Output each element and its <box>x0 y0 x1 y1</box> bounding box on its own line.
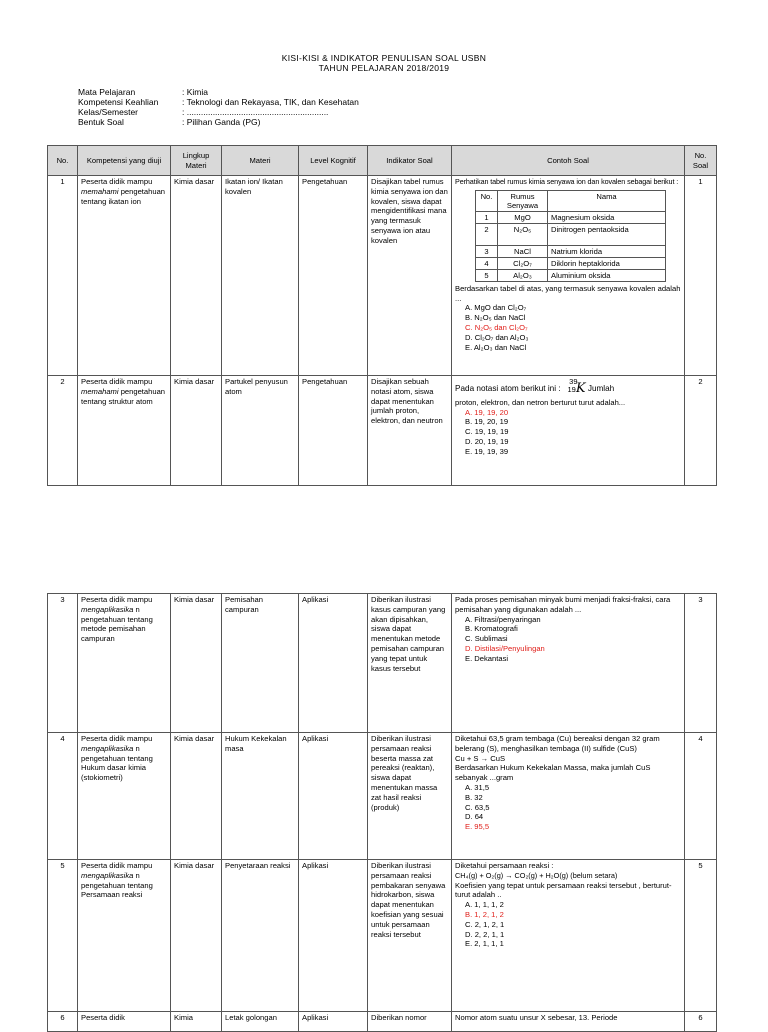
row-kompetensi <box>78 176 171 376</box>
row-level: Aplikasi <box>299 594 368 733</box>
row-indikator: Diberikan ilustrasi kasus campuran yang akan dipisahkan, siswa dapat menentukan metode pemisahan campuran yang tepat untuk kasus tersebut <box>368 594 452 733</box>
compound-cell: 5 <box>476 269 498 281</box>
answer-option: B. 32 <box>465 792 483 802</box>
meta-label: Kompetensi Keahlian <box>78 97 159 107</box>
header-materi: Materi <box>222 146 299 176</box>
document-title: KISI-KISI & INDIKATOR PENULISAN SOAL USBN <box>281 53 487 63</box>
kompetensi-text: Peserta didik mampu <box>81 177 153 186</box>
meta-row-form <box>78 117 359 127</box>
row-nosoal: 6 <box>685 1012 717 1032</box>
row-indikator: Diberikan nomor <box>368 1012 452 1032</box>
meta-label: Kelas/Semester <box>78 107 138 117</box>
question-text: Berdasarkan Hukum Kekekalan Massa, maka jumlah CuS sebanyak ...gram <box>455 763 651 783</box>
row-no: 1 <box>48 176 78 376</box>
row-lingkup: Kimia dasar <box>171 733 222 860</box>
table-row <box>48 860 717 1012</box>
row-nosoal: 4 <box>685 733 717 860</box>
kompetensi-text: n pengetahuan tentang Persamaan reaksi <box>81 870 153 900</box>
header-contoh: Contoh Soal <box>452 146 685 176</box>
table-header-row <box>48 146 717 176</box>
row-contoh: Nomor atom suatu unsur X sebesar, 13. Periode <box>452 1012 685 1032</box>
header-no: No. <box>48 146 78 176</box>
answer-option: D. 2, 2, 1, 1 <box>465 929 505 939</box>
kompetensi-verb: memahami <box>81 186 119 196</box>
compound-cell: Magnesium oksida <box>548 211 666 223</box>
compound-cell: Cl₂O₇ <box>498 257 548 269</box>
row-no: 4 <box>48 733 78 860</box>
row-level: Aplikasi <box>299 1012 368 1032</box>
header-indikator: Indikator Soal <box>368 146 452 176</box>
compound-header: Rumus Senyawa <box>498 190 548 211</box>
row-indikator: Disajikan sebuah notasi atom, siswa dapat menentukan jumlah proton, elektron, dan neutron <box>368 376 452 486</box>
row-level: Pengetahuan <box>299 176 368 376</box>
row-indikator: Diberikan ilustrasi persamaan reaksi pembakaran senyawa hidrokarbon, siswa dapat menentukan koefisian yang sesuai untuk persamaan reaksi tersebut <box>368 860 452 1012</box>
row-materi: Hukum Kekekalan masa <box>222 733 299 860</box>
answer-option: A. 1, 1, 1, 2 <box>465 900 504 910</box>
compound-cell: Dinitrogen pentaoksida <box>548 223 666 245</box>
meta-row-subject <box>78 87 359 97</box>
answer-option: E. Dekantasi <box>465 653 509 663</box>
table-row <box>48 1012 717 1032</box>
compound-header: Nama <box>548 190 666 211</box>
reaction-equation: CH₄(g) + O₂(g) → CO₂(g) + H₂O(g) (belum setara) <box>455 870 618 880</box>
question-text: Pada proses pemisahan minyak bumi menjadi fraksi-fraksi, cara pemisahan yang digunakan adalah ... <box>455 595 671 614</box>
row-contoh <box>452 176 685 376</box>
row-lingkup: Kimia dasar <box>171 376 222 486</box>
header-nosoal: No. Soal <box>685 146 717 176</box>
answer-option: E. 2, 1, 1, 1 <box>465 939 504 949</box>
meta-value: : Kimia <box>182 87 208 97</box>
question-text: Koefisien yang tepat untuk persamaan reaksi tersebut , berturut-turut adalah .. <box>455 880 672 900</box>
grid-table-page-2 <box>47 593 717 1032</box>
compound-cell: Aluminium oksida <box>548 269 666 281</box>
answer-option: A. Filtrasi/penyaringan <box>465 614 541 624</box>
row-kompetensi <box>78 860 171 1012</box>
row-nosoal: 1 <box>685 176 717 376</box>
atomic-number: 19 <box>567 385 576 394</box>
meta-row-expertise <box>78 97 359 107</box>
row-contoh <box>452 733 685 860</box>
kompetensi-verb: memahami <box>81 386 119 396</box>
kompetensi-verb: mengaplikasika <box>81 604 134 614</box>
answer-option: C. 63,5 <box>465 802 490 812</box>
header-level: Level Kognitif <box>299 146 368 176</box>
answer-option: B. Kromatografi <box>465 624 518 634</box>
element-symbol: K <box>575 381 586 396</box>
row-kompetensi <box>78 594 171 733</box>
row-kompetensi <box>78 376 171 486</box>
question-intro: Perhatikan tabel rumus kimia senyawa ion dan kovalen sebagai berikut : <box>455 177 679 186</box>
answer-option: C. 2, 1, 2, 1 <box>465 919 505 929</box>
kompetensi-verb: mengaplikasika <box>81 870 134 880</box>
compound-cell: 3 <box>476 245 498 257</box>
row-nosoal: 5 <box>685 860 717 1012</box>
compound-cell: 4 <box>476 257 498 269</box>
row-level: Aplikasi <box>299 733 368 860</box>
row-contoh <box>452 594 685 733</box>
compound-cell: 1 <box>476 211 498 223</box>
notation-text: Jumlah <box>587 384 615 393</box>
compound-cell: NaCl <box>498 245 548 257</box>
row-lingkup: Kimia <box>171 1012 222 1032</box>
grid-table-page-1 <box>47 145 717 486</box>
row-nosoal: 3 <box>685 594 717 733</box>
table-row <box>48 733 717 860</box>
answer-option: E. Al₂O₃ dan NaCl <box>465 342 527 352</box>
answer-option: C. 19, 19, 19 <box>465 427 509 437</box>
compound-cell: Diklorin heptaklorida <box>548 257 666 269</box>
kompetensi-text: Peserta didik mampu <box>81 595 153 604</box>
answer-option: D. Cl₂O₇ dan Al₂O₃ <box>465 332 529 342</box>
row-level: Aplikasi <box>299 860 368 1012</box>
answer-option: A. MgO dan Cl₂O₇ <box>465 303 527 313</box>
compound-cell: MgO <box>498 211 548 223</box>
row-contoh <box>452 376 685 486</box>
row-contoh <box>452 860 685 1012</box>
row-lingkup: Kimia dasar <box>171 176 222 376</box>
answer-option: D. 20, 19, 19 <box>465 436 509 446</box>
question-text: Diketahui persamaan reaksi : <box>455 861 554 870</box>
kompetensi-text: n pengetahuan tentang Hukum dasar kimia (stokiometri) <box>81 743 153 783</box>
document-subtitle: TAHUN PELAJARAN 2018/2019 <box>318 63 450 73</box>
meta-label: Bentuk Soal <box>78 117 124 127</box>
row-materi: Pemisahan campuran <box>222 594 299 733</box>
row-kompetensi <box>78 733 171 860</box>
table-row <box>48 376 717 486</box>
row-materi: Penyetaraan reaksi <box>222 860 299 1012</box>
answer-option: E. 19, 19, 39 <box>465 446 509 456</box>
row-no: 6 <box>48 1012 78 1032</box>
notation-text: Pada notasi atom berikut ini : <box>455 384 561 393</box>
compound-table <box>475 190 666 282</box>
row-no: 3 <box>48 594 78 733</box>
kompetensi-text: Peserta didik mampu <box>81 734 153 743</box>
meta-value: : Pilihan Ganda (PG) <box>182 117 261 127</box>
table-row <box>48 594 717 733</box>
row-nosoal: 2 <box>685 376 717 486</box>
answer-option: B. 19, 20, 19 <box>465 417 509 427</box>
row-level: Pengetahuan <box>299 376 368 486</box>
row-materi: Partukel penyusun atom <box>222 376 299 486</box>
document-meta <box>78 87 359 127</box>
meta-row-class <box>78 107 359 117</box>
header-lingkup: Lingkup Materi <box>171 146 222 176</box>
row-lingkup: Kimia dasar <box>171 860 222 1012</box>
row-materi: Ikatan ion/ Ikatan kovalen <box>222 176 299 376</box>
compound-cell: N₂O₅ <box>498 223 548 245</box>
answer-option: A. 31,5 <box>465 782 490 792</box>
row-materi: Letak golongan <box>222 1012 299 1032</box>
compound-cell: Natrium klorida <box>548 245 666 257</box>
answer-option-correct: B. 1, 2, 1, 2 <box>465 909 504 919</box>
row-no: 2 <box>48 376 78 486</box>
kompetensi-text: pengetahuan tentang ikatan ion <box>81 186 166 206</box>
row-lingkup: Kimia dasar <box>171 594 222 733</box>
kompetensi-text: n pengetahuan tentang metode pemisahan campuran <box>81 604 153 644</box>
meta-value: : ............................................................ <box>182 107 329 117</box>
compound-cell: Al₂O₃ <box>498 269 548 281</box>
answer-option-correct: C. N₂O₅ dan Cl₂O₇ <box>465 322 528 332</box>
answer-option: D. 64 <box>465 812 484 822</box>
reaction-equation: Cu + S → CuS <box>455 753 506 763</box>
answer-option-correct: A. 19, 19, 20 <box>465 407 509 417</box>
row-indikator: Disajikan tabel rumus kimia senyawa ion dan kovalen, siswa dapat mengidentifikasi mana yang termasuk senyawa ion atau kovalen <box>368 176 452 376</box>
answer-option-correct: D. Distilasi/Penyulingan <box>465 643 545 653</box>
kompetensi-text: Peserta didik mampu <box>81 861 153 870</box>
atom-notation <box>455 377 681 396</box>
header-kompetensi: Kompetensi yang diuji <box>78 146 171 176</box>
table-row <box>48 176 717 376</box>
compound-cell: 2 <box>476 223 498 245</box>
row-no: 5 <box>48 860 78 1012</box>
kompetensi-verb: mengaplikasika <box>81 743 134 753</box>
row-indikator: Diberikan ilustrasi persamaan reaksi beserta massa zat pereaksi (reaktan), siswa dapat menentukan massa zat hasil reaksi (produk) <box>368 733 452 860</box>
compound-header: No. <box>476 190 498 211</box>
meta-label: Mata Pelajaran <box>78 87 136 97</box>
answer-option-correct: E. 95,5 <box>465 822 490 832</box>
answer-option: C. Sublimasi <box>465 634 508 644</box>
mass-number: 39 <box>569 377 578 386</box>
question-text: Diketahui 63,5 gram tembaga (Cu) bereaksi dengan 32 gram belerang (S), menghasilkan tembaga (II) sulfide (CuS) <box>455 734 660 753</box>
question-text: Berdasarkan tabel di atas, yang termasuk senyawa kovalen adalah ... <box>455 283 681 303</box>
question-text: proton, elektron, dan netron berturut turut adalah... <box>455 397 626 407</box>
meta-value: : Teknologi dan Rekayasa, TIK, dan Kesehatan <box>182 97 359 107</box>
answer-option: B. N₂O₅ dan NaCl <box>465 313 526 323</box>
kompetensi-text: pengetahuan tentang struktur atom <box>81 386 166 406</box>
row-kompetensi: Peserta didik <box>78 1012 171 1032</box>
kompetensi-text: Peserta didik mampu <box>81 377 153 386</box>
